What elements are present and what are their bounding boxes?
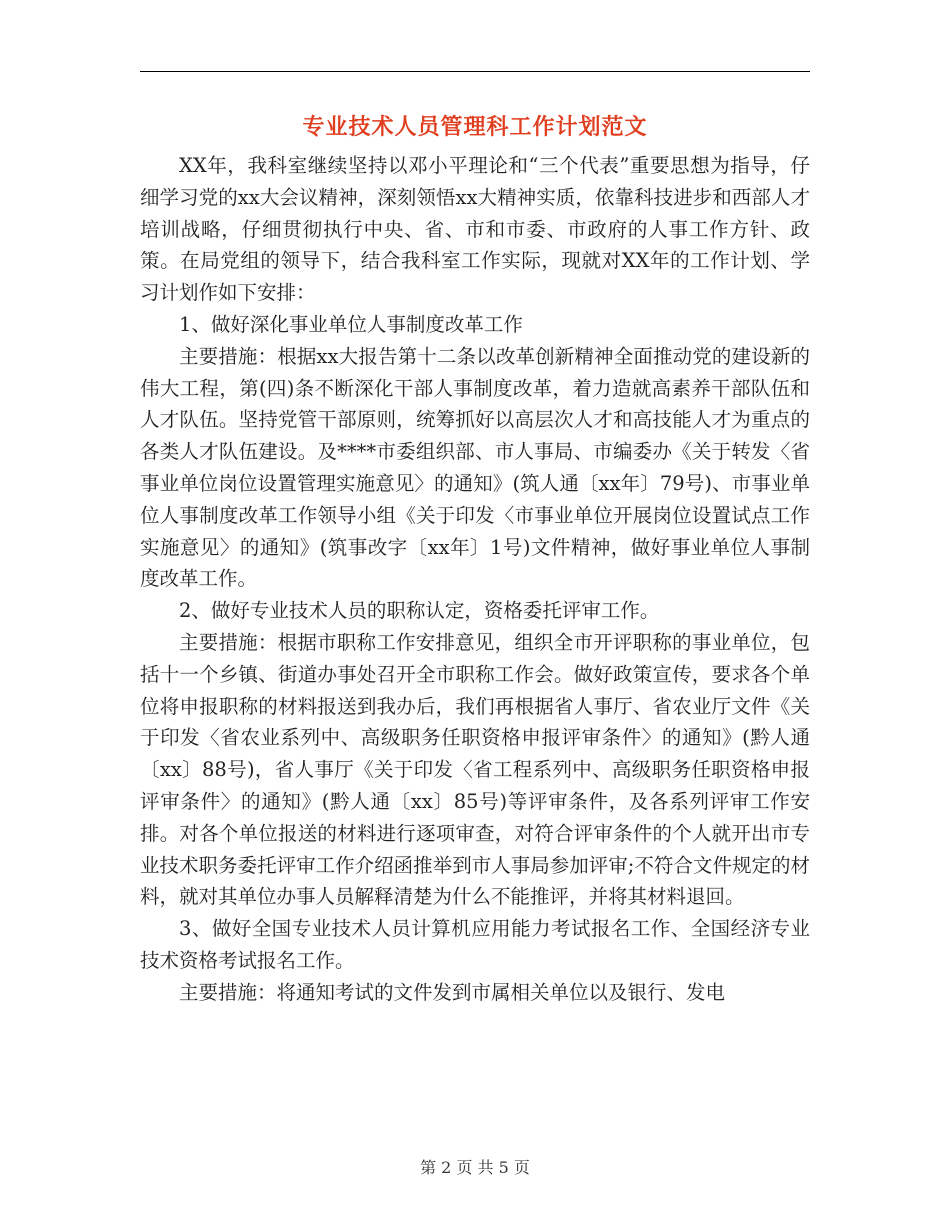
section-3-measures: 主要措施：将通知考试的文件发到市属相关单位以及银行、发电 bbox=[179, 980, 726, 1004]
header-rule bbox=[140, 71, 810, 72]
intro-paragraph: XX年，我科室继续坚持以邓小平理论和“三个代表”重要思想为指导，仔细学习党的xx大会议精神，深刻领悟xx大精神实质，依靠科技进步和西部人才培训战略，仔细贯彻执行中央、省、市和市委、市政府的人事工作方针、政策。在局党组的领导下，结合我科室工作实际，现就对XX年的工作计划、学习计划作如下安排： bbox=[140, 154, 810, 305]
document-title: 专业技术人员管理科工作计划范文 bbox=[302, 114, 648, 140]
page-number-footer: 第 2 页 共 5 页 bbox=[420, 1158, 530, 1177]
section-1-measures: 主要措施：根据xx大报告第十二条以改革创新精神全面推动党的建设新的伟大工程，第(四)条不断深化干部人事制度改革，着力造就高素养干部队伍和人才队伍。坚持党管干部原则，统筹抓好以高层次人才和高技能人才为重点的各类人才队伍建设。及****市委组织部、市人事局、市编委办《关于转发〈省事业单位岗位设置管理实施意见〉的通知》(筑人通〔xx年〕79号)、市事业单位人事制度改革工作领导小组《关于印发〈市事业单位开展岗位设置试点工作实施意见〉的通知》(筑事改字〔xx年〕1号)文件精神，做好事业单位人事制度改革工作。 bbox=[140, 344, 810, 591]
section-3-heading: 3、做好全国专业技术人员计算机应用能力考试报名工作、全国经济专业技术资格考试报名工作。 bbox=[140, 917, 810, 972]
section-1-heading: 1、做好深化事业单位人事制度改革工作 bbox=[179, 312, 523, 336]
section-2-measures: 主要措施：根据市职称工作安排意见，组织全市开评职称的事业单位，包括十一个乡镇、街道办事处召开全市职称工作会。做好政策宣传，要求各个单位将申报职称的材料报送到我办后，我们再根据省人事厅、省农业厅文件《关于印发〈省农业系列中、高级职务任职资格申报评审条件〉的通知》(黔人通〔xx〕88号)，省人事厅《关于印发〈省工程系列中、高级职务任职资格申报评审条件〉的通知》(黔人通〔xx〕85号)等评审条件，及各系列评审工作安排。对各个单位报送的材料进行逐项审查，对符合评审条件的个人就开出市专业技术职务委托评审工作介绍函推举到市人事局参加评审;不符合文件规定的材料，就对其单位办事人员解释清楚为什么不能推评，并将其材料退回。 bbox=[140, 630, 810, 909]
document-body bbox=[140, 150, 810, 1009]
section-2-heading: 2、做好专业技术人员的职称认定，资格委托评审工作。 bbox=[179, 599, 660, 623]
